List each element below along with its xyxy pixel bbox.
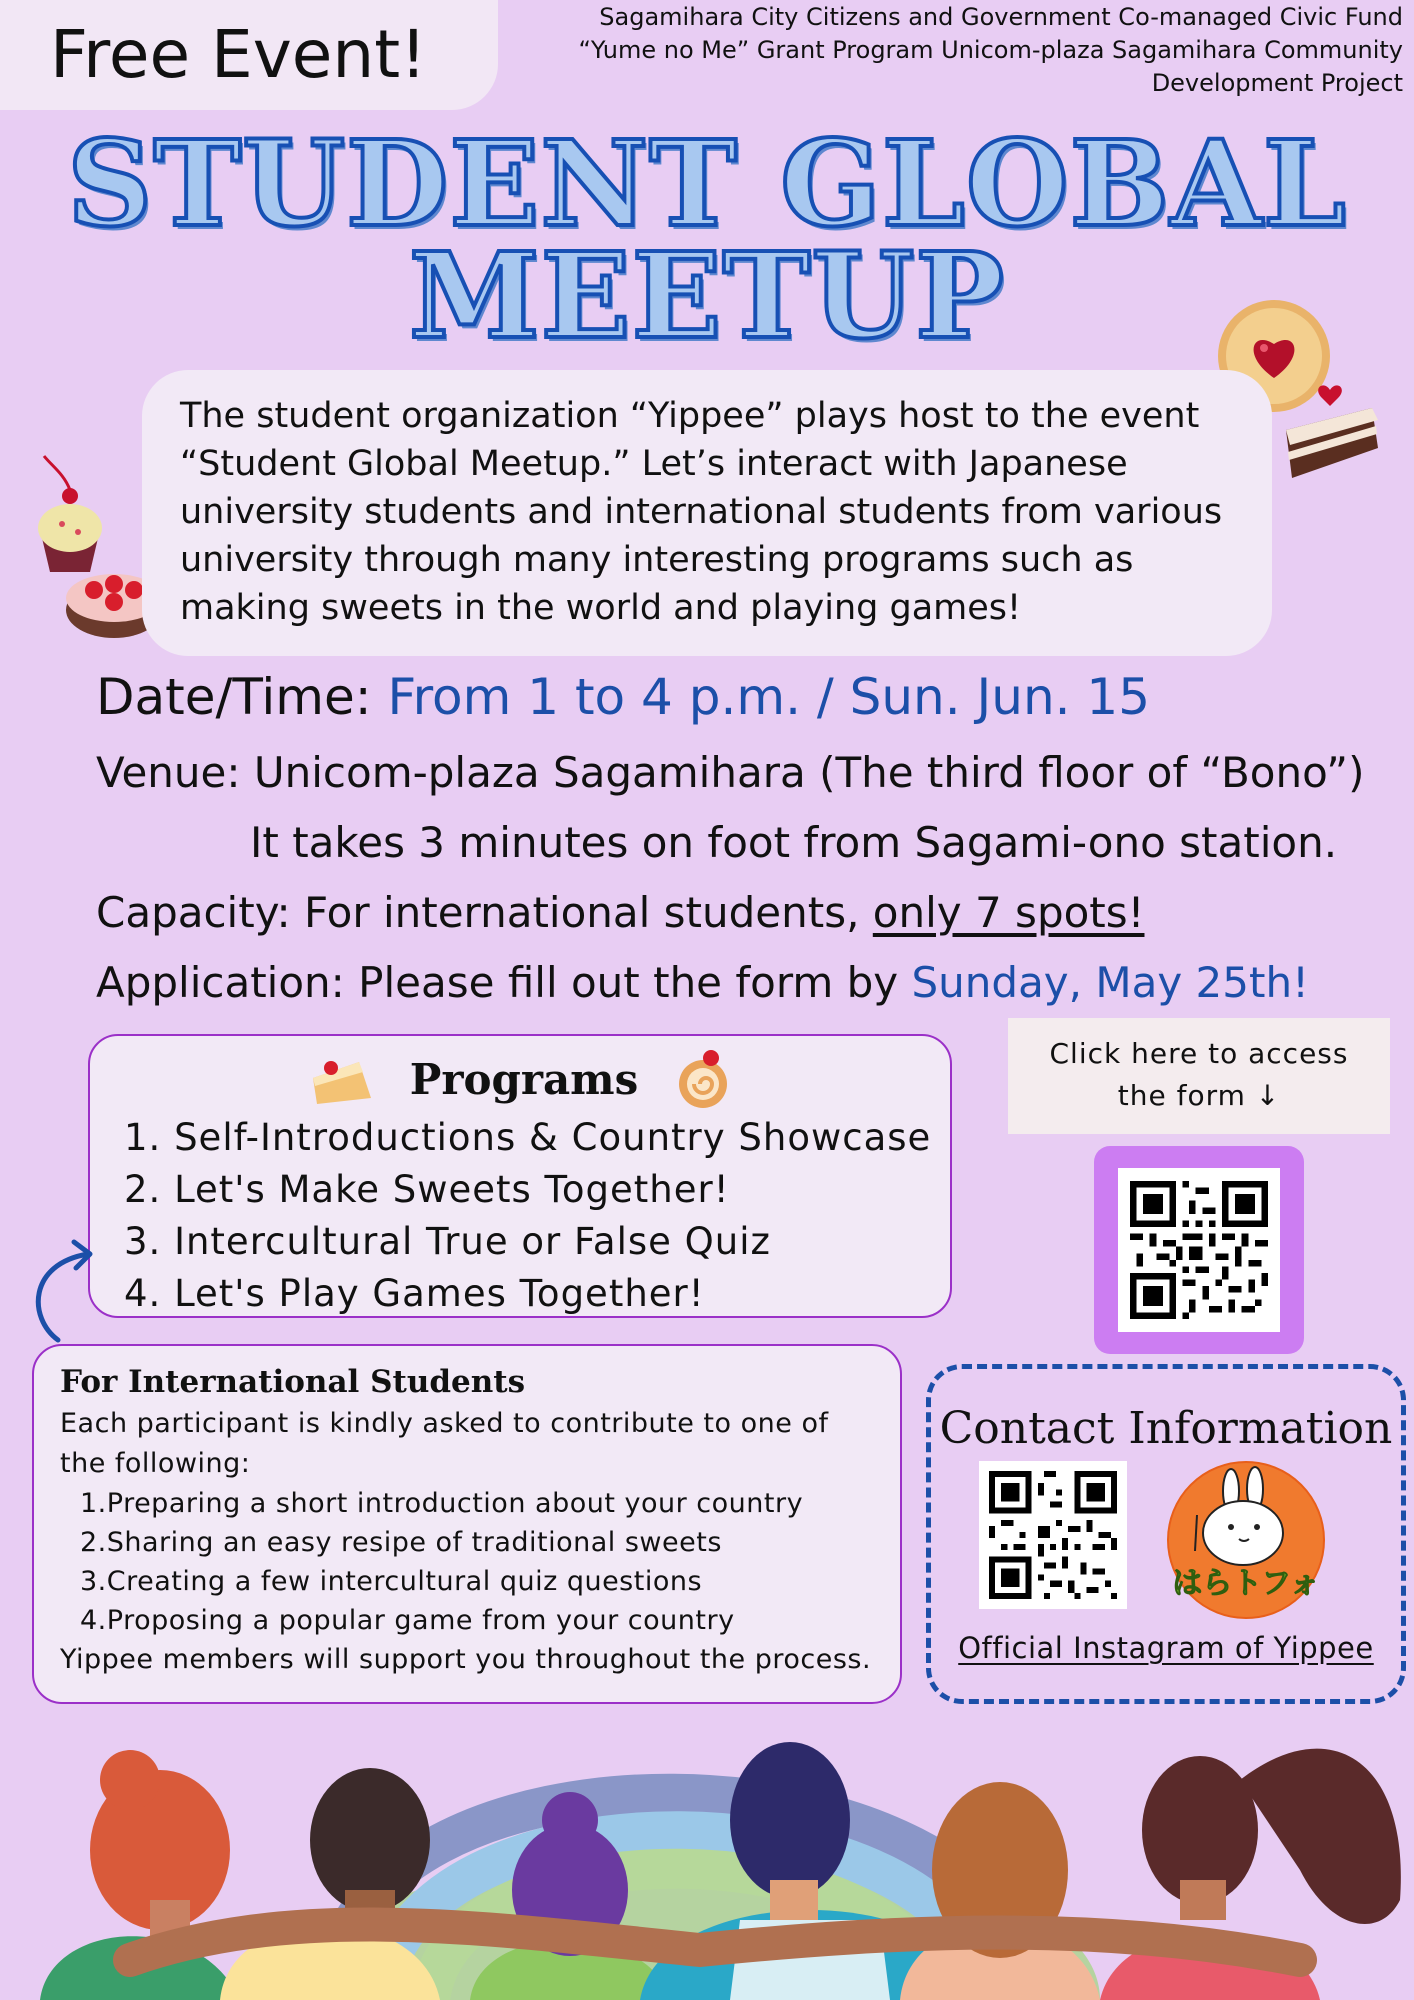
capacity-label: Capacity: For international students, bbox=[96, 888, 873, 937]
person-dark-hair bbox=[220, 1768, 440, 2000]
capacity-line bbox=[96, 888, 1144, 937]
yippee-logo bbox=[1167, 1461, 1325, 1619]
logo-text: はらトフォ bbox=[1172, 1566, 1320, 1601]
instagram-link[interactable]: Official Instagram of Yippee bbox=[958, 1631, 1374, 1665]
cake-slice-icon bbox=[309, 1052, 375, 1106]
funder-info bbox=[503, 1, 1403, 100]
international-students-box bbox=[32, 1344, 902, 1704]
international-students-intro: Each participant is kindly asked to contribute to one of the following: bbox=[60, 1408, 829, 1479]
program-item: 1. Self-Introductions & Country Showcase bbox=[124, 1116, 932, 1159]
venue-value: Unicom-plaza Sagamihara (The third floor of “Bono”) bbox=[253, 748, 1365, 797]
date-time-line bbox=[96, 668, 1150, 726]
form-access-note[interactable] bbox=[1008, 1018, 1390, 1134]
international-students-title: For International Students bbox=[60, 1364, 526, 1400]
application-line bbox=[96, 958, 1309, 1007]
people-group-illustration bbox=[0, 1700, 1414, 2000]
programs-heading bbox=[90, 1048, 954, 1110]
date-value: From 1 to 4 p.m. / Sun. Jun. 15 bbox=[387, 668, 1151, 726]
venue-access-note: It takes 3 minutes on foot from Sagami-ono station. bbox=[250, 818, 1338, 867]
event-title bbox=[0, 114, 1414, 365]
contribution-item: 1.Preparing a short introduction about your country bbox=[80, 1488, 804, 1519]
application-deadline: Sunday, May 25th! bbox=[911, 958, 1309, 1007]
funder-line-1: Sagamihara City Citizens and Government Co-managed Civic Fund bbox=[599, 3, 1403, 31]
form-qr-frame bbox=[1094, 1146, 1304, 1354]
contribution-item: 4.Proposing a popular game from your country bbox=[80, 1605, 735, 1636]
event-title-line-1: STUDENT GLOBAL bbox=[67, 114, 1347, 253]
form-qr-code[interactable] bbox=[1118, 1168, 1280, 1332]
program-item: 4. Let's Play Games Together! bbox=[124, 1272, 705, 1315]
free-event-text: Free Event! bbox=[50, 16, 427, 93]
venue-label: Venue: bbox=[96, 748, 254, 797]
intro-text-box bbox=[142, 370, 1272, 656]
event-title-line-2: MEETUP bbox=[409, 226, 1005, 365]
form-note-line-1: Click here to access bbox=[1049, 1037, 1349, 1070]
contact-title: Contact Information bbox=[939, 1403, 1393, 1454]
date-label: Date/Time: bbox=[96, 668, 388, 726]
qr-code-icon bbox=[989, 1471, 1117, 1599]
contribution-list bbox=[60, 1484, 876, 1640]
venue-line bbox=[96, 748, 1364, 797]
contribution-item: 3.Creating a few intercultural quiz questions bbox=[80, 1566, 703, 1597]
funder-line-2: “Yume no Me” Grant Program Unicom-plaza Sagamihara Community bbox=[578, 36, 1403, 64]
free-event-badge bbox=[0, 0, 498, 110]
programs-title: Programs bbox=[409, 1054, 639, 1104]
intro-text: The student organization “Yippee” plays host to the event “Student Global Meetup.” Let’s interact with Japanese university students and international students from various university through many interesting programs such as making sweets in the world and playing games! bbox=[180, 396, 1223, 628]
programs-box bbox=[88, 1034, 952, 1318]
contribution-item: 2.Sharing an easy resipe of traditional sweets bbox=[80, 1527, 722, 1558]
cupcake-icon bbox=[38, 456, 102, 572]
qr-code-icon bbox=[1130, 1180, 1268, 1320]
instagram-qr-code[interactable] bbox=[979, 1461, 1127, 1609]
program-item: 2. Let's Make Sweets Together! bbox=[124, 1168, 730, 1211]
program-item: 3. Intercultural True or False Quiz bbox=[124, 1220, 771, 1263]
support-note: Yippee members will support you throughout the process. bbox=[60, 1644, 872, 1675]
roll-cake-icon bbox=[673, 1048, 735, 1110]
capacity-value: only 7 spots! bbox=[872, 888, 1145, 937]
contact-info-box bbox=[926, 1364, 1406, 1704]
application-label: Application: Please fill out the form by bbox=[96, 958, 912, 1007]
form-note-line-2: the form ↓ bbox=[1117, 1079, 1281, 1112]
funder-line-3: Development Project bbox=[1151, 69, 1403, 97]
curved-arrow-icon bbox=[22, 1234, 102, 1344]
programs-list bbox=[124, 1112, 931, 1320]
